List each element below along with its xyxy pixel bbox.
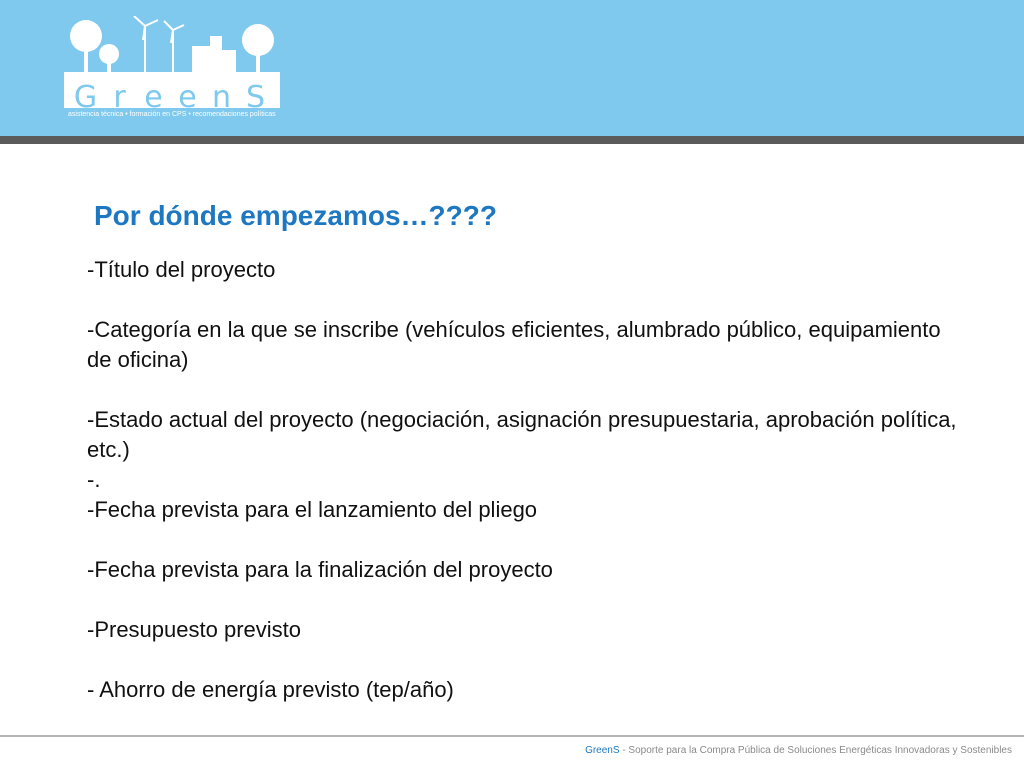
list-item: -Categoría en la que se inscribe (vehículos eficientes, alumbrado público, equipamiento de oficina) <box>87 317 941 372</box>
header-banner <box>0 0 1024 136</box>
footer-divider <box>0 735 1024 737</box>
logo-letter: e <box>178 80 197 115</box>
footer-caption <box>585 744 1012 758</box>
logo-letter: e <box>144 80 163 115</box>
slide-body <box>87 255 967 705</box>
list-item: -Fecha prevista para la finalización del proyecto <box>87 557 553 582</box>
logo-letter: n <box>211 80 231 115</box>
slide-title: Por dónde empezamos…???? <box>94 200 497 231</box>
logo-letter: G <box>73 80 98 115</box>
list-item: - Ahorro de energía previsto (tep/año) <box>87 677 454 702</box>
list-item: -Presupuesto previsto <box>87 617 301 642</box>
greens-logo <box>64 16 280 122</box>
footer-brand: GreenS <box>585 745 620 756</box>
header-divider <box>0 136 1024 144</box>
footer-description: - Soporte para la Compra Pública de Soluciones Energéticas Innovadoras y Sostenibles <box>619 745 1012 756</box>
list-item: -. <box>87 467 101 492</box>
logo-letter: S <box>245 80 266 115</box>
list-item: -Fecha prevista para el lanzamiento del pliego <box>87 497 538 522</box>
logo-tagline: asistencia técnica • formación en CPS • recomendaciones políticas <box>68 111 276 118</box>
list-item: -Título del proyecto <box>87 257 276 282</box>
logo-letter: r <box>113 80 126 115</box>
list-item: -Estado actual del proyecto (negociación, asignación presupuestaria, aprobación política, etc.) <box>87 407 957 462</box>
